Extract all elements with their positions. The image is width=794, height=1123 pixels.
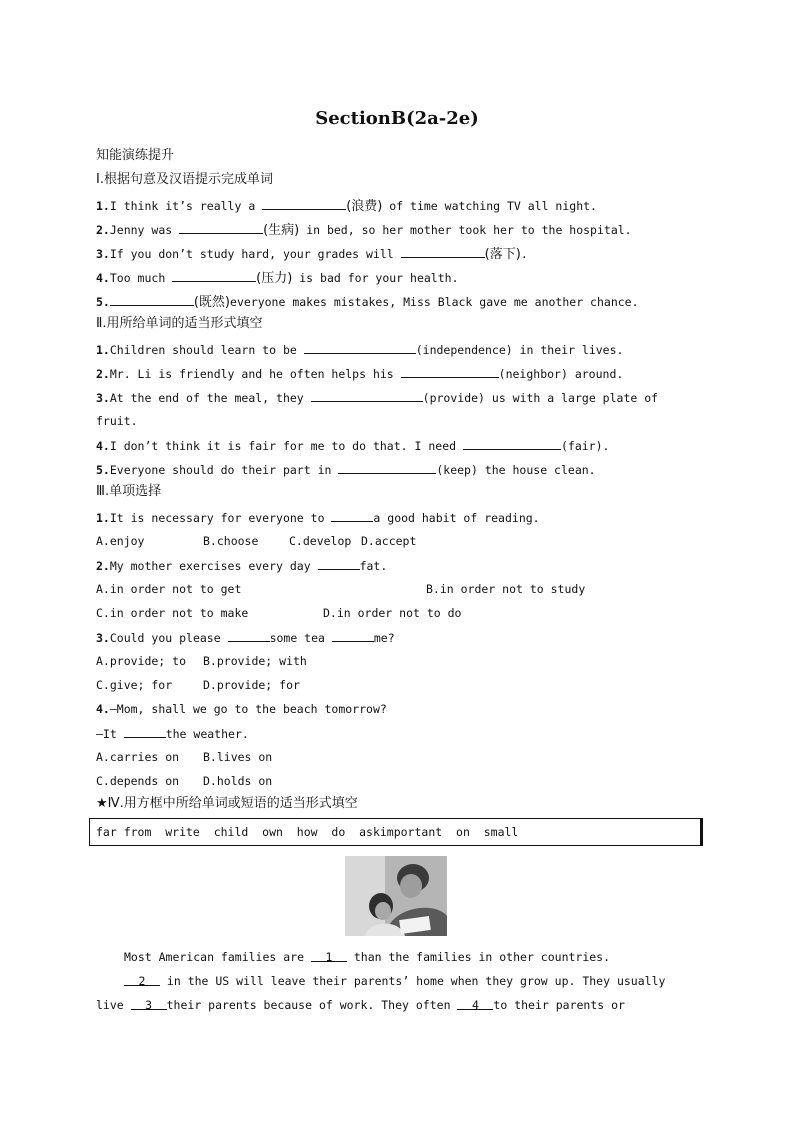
answer-blank[interactable] (124, 725, 166, 738)
answer-blank[interactable] (331, 509, 373, 522)
s3-q4-options-row2 (96, 773, 273, 789)
question-number: 5. (96, 463, 110, 477)
question-number: 3. (96, 631, 110, 645)
answer-blank[interactable] (179, 221, 263, 234)
answer-blank[interactable] (401, 245, 485, 258)
answer-blank[interactable] (172, 269, 256, 282)
answer-blank[interactable] (463, 437, 561, 450)
option-a[interactable]: A.enjoy (96, 534, 145, 548)
answer-blank[interactable] (311, 389, 423, 402)
option-d[interactable]: D.provide; for (203, 678, 300, 692)
s3-q1-options (96, 533, 417, 549)
section4-heading: ★Ⅳ.用方框中所给单词或短语的适当形式填空 (96, 796, 358, 811)
option-b[interactable]: B.lives on (203, 750, 273, 764)
passage-blank-3[interactable]: 3 (131, 997, 167, 1010)
s1-question-5: 5. (既然)everyone makes mistakes, Miss Black gave me another chance. (96, 295, 639, 310)
answer-blank[interactable] (332, 629, 374, 642)
option-b[interactable]: B.in order not to study (426, 582, 586, 596)
s3-question-4: 4.—Mom, shall we go to the beach tomorrow? (96, 702, 387, 716)
s1-question-3: 3.If you don’t study hard, your grades will (落下). (96, 247, 528, 262)
s2-question-5: 5.Everyone should do their part in (keep) the house clean. (96, 463, 596, 477)
s3-q3-options-row1 (96, 653, 307, 669)
passage-line-1: Most American families are 1 than the families in other countries. (124, 950, 611, 964)
section2-heading: Ⅱ.用所给单词的适当形式填空 (96, 316, 263, 331)
question-number: 3. (96, 391, 110, 405)
s3-q3-options-row2 (96, 677, 300, 693)
question-number: 5. (96, 295, 110, 309)
s3-q4-options-row1 (96, 749, 273, 765)
question-number: 2. (96, 559, 110, 573)
passage-blank-2[interactable]: 2 (124, 973, 160, 986)
section3-heading: Ⅲ.单项选择 (96, 484, 162, 499)
passage-line-2: 2 in the US will leave their parents’ home when they grow up. They usually (124, 973, 665, 989)
passage-blank-4[interactable]: 4 (457, 997, 493, 1010)
passage-blank-1[interactable]: 1 (311, 949, 347, 962)
option-a[interactable]: A.in order not to get (96, 582, 242, 596)
s2-question-4: 4.I don’t think it is fair for me to do that. I need (fair). (96, 439, 610, 453)
answer-blank[interactable] (318, 557, 360, 570)
option-c[interactable]: C.develop (289, 534, 352, 548)
question-number: 4. (96, 439, 110, 453)
option-d[interactable]: D.in order not to do (323, 606, 462, 620)
option-a[interactable]: A.carries on (96, 750, 180, 764)
question-number: 2. (96, 223, 110, 237)
option-d[interactable]: D.accept (361, 534, 417, 548)
page-title: SectionB(2a-2e) (315, 108, 479, 129)
s1-question-4: 4.Too much (压力) is bad for your health. (96, 271, 459, 286)
answer-blank[interactable] (338, 461, 436, 474)
section1-heading: Ⅰ.根据句意及汉语提示完成单词 (96, 172, 273, 187)
question-number: 2. (96, 367, 110, 381)
option-d[interactable]: D.holds on (203, 774, 273, 788)
s3-question-1: 1.It is necessary for everyone to a good habit of reading. (96, 511, 540, 525)
word-bank-box: far from write child own how do askimportant on small (89, 818, 703, 846)
question-number: 1. (96, 343, 110, 357)
option-b[interactable]: B.provide; with (203, 654, 307, 668)
s2-question-3-continued: fruit. (96, 414, 138, 428)
option-c[interactable]: C.in order not to make (96, 606, 249, 620)
s1-question-1: 1.I think it’s really a (浪费) of time watching TV all night. (96, 199, 597, 214)
option-c[interactable]: C.give; for (96, 678, 173, 692)
option-c[interactable]: C.depends on (96, 774, 180, 788)
practice-header: 知能演练提升 (96, 148, 175, 163)
answer-blank[interactable] (304, 341, 416, 354)
s3-question-3: 3.Could you please some tea me? (96, 631, 395, 645)
question-number: 1. (96, 199, 110, 213)
question-number: 3. (96, 247, 110, 261)
answer-blank[interactable] (262, 197, 346, 210)
question-number: 4. (96, 702, 110, 716)
family-photo (345, 856, 447, 936)
passage-line-3: live 3 their parents because of work. They often 4 to their parents or (96, 998, 625, 1012)
s3-question-2: 2.My mother exercises every day fat. (96, 559, 388, 573)
s3-q2-options-row1 (96, 581, 586, 597)
option-a[interactable]: A.provide; to (96, 654, 187, 668)
s2-question-1: 1.Children should learn to be (independence) in their lives. (96, 343, 624, 357)
s2-question-2: 2.Mr. Li is friendly and he often helps his (neighbor) around. (96, 367, 624, 381)
answer-blank[interactable] (228, 629, 270, 642)
option-b[interactable]: B.choose (203, 534, 259, 548)
answer-blank[interactable] (401, 365, 499, 378)
s1-question-2: 2.Jenny was (生病) in bed, so her mother took her to the hospital. (96, 223, 632, 238)
question-number: 1. (96, 511, 110, 525)
answer-blank[interactable] (110, 293, 194, 306)
question-number: 4. (96, 271, 110, 285)
s3-q2-options-row2 (96, 605, 462, 621)
s2-question-3: 3.At the end of the meal, they (provide) us with a large plate of (96, 391, 659, 405)
s3-q4-line2: —It the weather. (96, 727, 249, 741)
